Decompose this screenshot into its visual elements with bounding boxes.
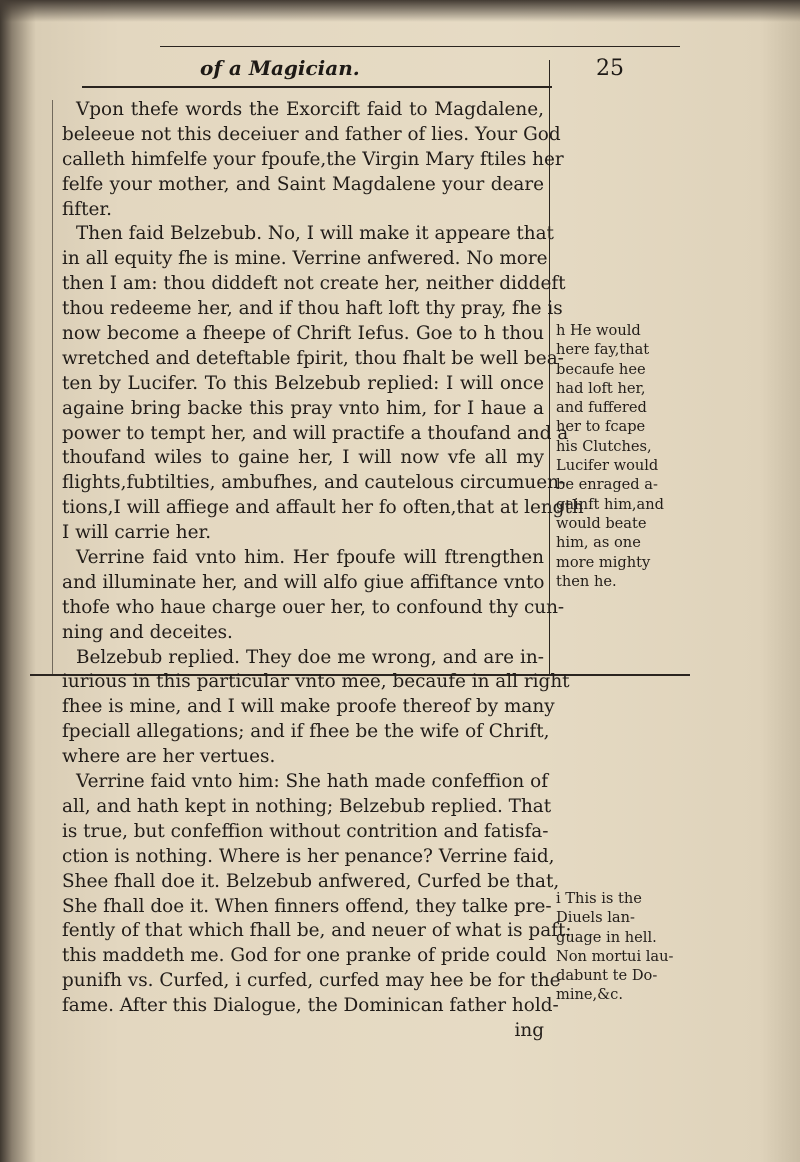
text-line: Verrine faid vnto him: She hath made confeffion of [76,771,548,793]
text-line: beleeue not this deceiuer and father of lies. Your God [62,123,561,145]
text-line: Shee fhall doe it. Belzebub anfwered, Curfed be that, [62,870,560,892]
top-border-rule [160,46,680,47]
text-line: calleth himfelfe your fpoufe,the Virgin Mary ftiles her [62,148,564,170]
text-line: thou redeeme her, and if thou haft loft thy pray, fhe is [62,298,563,320]
text-line: tions,I will affiege and affault her fo often,that at length [62,497,584,519]
text-line: thoufand wiles to gaine her, I will now vfe all my [62,447,544,469]
text-line: felfe your mother, and Saint Magdalene your deare [62,173,544,195]
text-line: iurious in this particular vnto mee, becaufe in all right [62,671,570,693]
note-line: had loft her, [556,379,646,397]
text-line: ction is nothing. Where is her penance? Verrine faid, [62,845,555,867]
text-line: Vpon thefe words the Exorcift faid to Magdalene, [76,99,544,120]
note-line: becaufe hee [556,360,646,378]
note-line: dabunt te Do- [556,967,658,985]
text-line: Then faid Belzebub. No, I will make it appeare that [76,223,554,245]
note-line: i This is the [556,890,642,907]
note-line: Diuels lan- [556,909,635,927]
marginal-note-h [556,321,674,591]
note-line: then he. [556,572,617,590]
text-line: in all equity fhe is mine. Verrine anfwered. No more [62,248,548,270]
text-line: all, and hath kept in nothing; Belzebub replied. That [62,795,552,817]
text-line: is true, but confeffion without contrition and fatisfa- [62,820,549,842]
note-line: be enraged a- [556,476,658,494]
text-line: I will carrie her. [62,522,212,544]
page-gutter [0,0,36,1162]
text-line: fpeciall allegations; and if fhee be the wife of Chrift, [62,721,550,743]
text-line: Verrine faid vnto him. Her fpoufe will ftrengthen [76,547,544,569]
text-line: wretched and deteftable fpirit, thou fhalt be well bea- [62,347,564,369]
text-line: fame. After this Dialogue, the Dominican father hold- [62,995,559,1017]
text-line: ing [514,1019,544,1041]
note-line: his Clutches, [556,437,652,455]
note-line: Lucifer would [556,457,659,475]
text-line: power to tempt her, and will practife a thoufand and a [62,422,569,444]
text-line: Belzebub replied. They doe me wrong, and are in- [76,646,544,668]
main-text-column [62,98,584,1044]
marginal-note-i [556,889,674,1005]
note-line: h He would [556,322,641,339]
note-line: would beate [556,514,647,532]
page-number: 25 [596,56,624,81]
note-line: Non mortui lau- [556,947,674,965]
header-rule [82,86,552,88]
note-line: mine,&c. [556,986,623,1004]
text-line: She fhall doe it. When finners offend, they talke pre- [62,895,552,917]
page-top-shadow [0,0,800,22]
text-line: now become a fheepe of Chrift Iefus. Goe to h thou [62,323,544,345]
running-head: of a Magician. [200,56,360,80]
text-line: fifter. [62,198,112,220]
text-line: ning and deceites. [62,621,233,643]
note-line: guage in hell. [556,928,657,946]
left-margin-rule [52,100,53,674]
text-line: ten by Lucifer. To this Belzebub replied: I will once [62,372,544,394]
text-line: againe bring backe this pray vnto him, for I haue a [62,397,544,419]
text-line: punifh vs. Curfed, i curfed, curfed may hee be for the [62,970,561,992]
note-line: and fuffered [556,399,647,417]
text-line: fently of that which fhall be, and neuer of what is paft: [62,920,572,942]
text-line: flights,fubtilties, ambufhes, and cautelous circumuen- [62,472,566,494]
text-line: this maddeth me. God for one pranke of pride could [62,945,547,967]
note-line: him, as one [556,534,641,552]
note-line: gainft him,and [556,495,664,513]
text-line: and illuminate her, and will alfo giue affiftance vnto [62,571,545,593]
note-line: here fay,that [556,341,650,359]
note-line: more mighty [556,553,651,571]
text-line: then I am: thou diddeft not create her, neither diddeft [62,273,566,295]
text-line: where are her vertues. [62,746,276,768]
text-line: thofe who haue charge ouer her, to confound thy cun- [62,596,565,618]
text-line: fhee is mine, and I will make proofe thereof by many [62,696,555,718]
note-line: her to fcape [556,418,646,436]
